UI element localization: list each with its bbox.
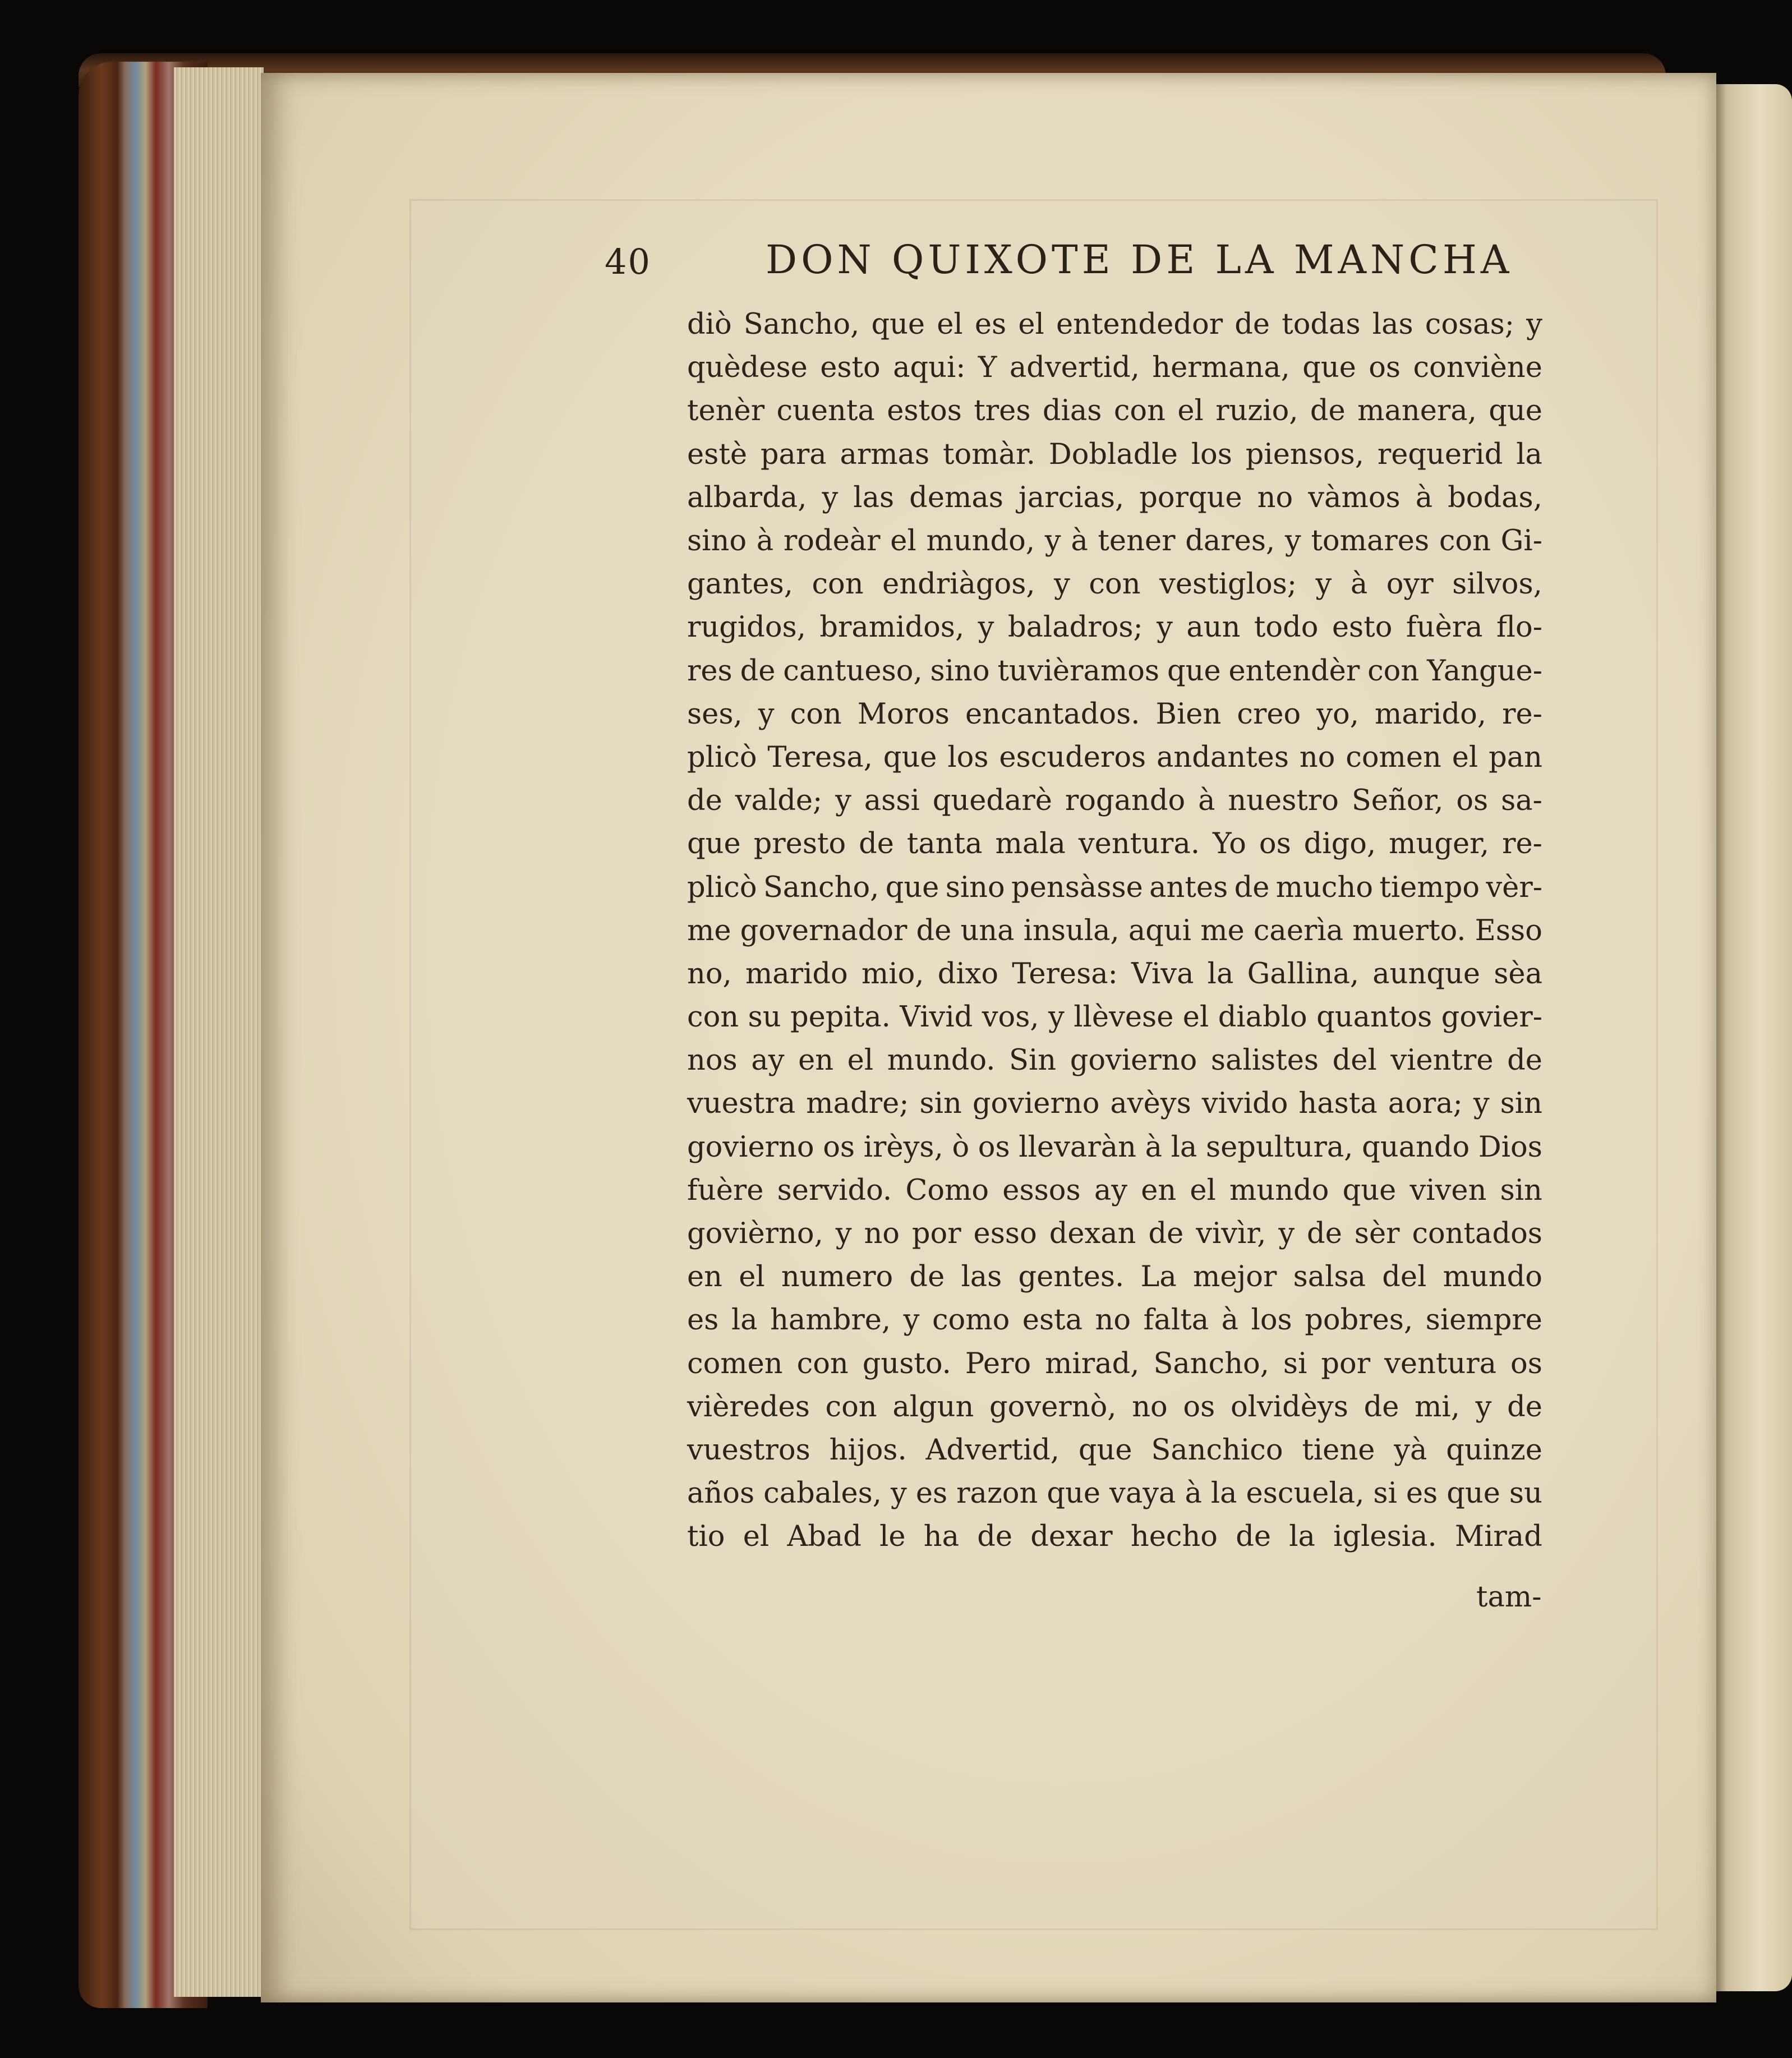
running-head: [0, 237, 1792, 292]
body-text: [687, 303, 1542, 1558]
facing-page-edge: [1711, 84, 1792, 1991]
text-line: me governador de una insula, aqui me caerìa muerto. Esso: [687, 914, 1542, 947]
text-line: govièrno, y no por esso dexan de vivìr, y de sèr contados: [687, 1217, 1542, 1251]
page-number: 40: [605, 241, 651, 282]
text-line: estè para armas tomàr. Dobladle los piensos, requerid la: [687, 438, 1542, 471]
text-line: ses, y con Moros encantados. Bien creo yo, marido, re-: [687, 697, 1542, 731]
text-line: vuestra madre; sin govierno avèys vivido hasta aora; y sin: [687, 1087, 1542, 1121]
text-line: tenèr cuenta estos tres dias con el ruzio, de manera, que: [687, 394, 1542, 428]
text-line: vuestros hijos. Advertid, que Sanchico tiene yà quinze: [687, 1433, 1542, 1467]
text-line: de valde; y assi quedarè rogando à nuestro Señor, os sa-: [687, 784, 1542, 818]
text-line: fuère servido. Como essos ay en el mundo que viven sin: [687, 1173, 1542, 1207]
text-line: no, marido mio, dixo Teresa: Viva la Gallina, aunque sèa: [687, 957, 1542, 991]
text-line: que presto de tanta mala ventura. Yo os digo, muger, re-: [687, 827, 1542, 861]
text-line: quèdese esto aqui: Y advertid, hermana, que os conviène: [687, 351, 1542, 385]
text-line: tio el Abad le ha de dexar hecho de la iglesia. Mirad: [687, 1520, 1542, 1554]
text-line: plicò Sancho, que sino pensàsse antes de mucho tiempo vèr-: [687, 871, 1542, 904]
text-line: vièredes con algun governò, no os olvidèys de mi, y de: [687, 1390, 1542, 1424]
text-line: diò Sancho, que el es el entendedor de todas las cosas; y: [687, 308, 1542, 342]
catchword: tam-: [1476, 1581, 1542, 1614]
text-line: plicò Teresa, que los escuderos andantes no comen el pan: [687, 740, 1542, 774]
text-line: sino à rodeàr el mundo, y à tener dares, y tomares con Gi-: [687, 524, 1542, 558]
page-edges: [174, 67, 264, 1997]
text-line: govierno os irèys, ò os llevaràn à la sepultura, quando Dios: [687, 1130, 1542, 1164]
text-line: en el numero de las gentes. La mejor salsa del mundo: [687, 1260, 1542, 1294]
running-title: DON QUIXOTE DE LA MANCHA: [766, 237, 1513, 283]
text-line: res de cantueso, sino tuvièramos que entendèr con Yangue-: [687, 654, 1542, 688]
text-line: nos ay en el mundo. Sin govierno salistes del vientre de: [687, 1044, 1542, 1078]
text-line: es la hambre, y como esta no falta à los pobres, siempre: [687, 1304, 1542, 1337]
text-line: albarda, y las demas jarcias, porque no vàmos à bodas,: [687, 481, 1542, 514]
text-line: años cabales, y es razon que vaya à la escuela, si es que su: [687, 1477, 1542, 1511]
text-line: comen con gusto. Pero mirad, Sancho, si por ventura os: [687, 1347, 1542, 1380]
text-line: con su pepita. Vivid vos, y llèvese el diablo quantos govier-: [687, 1001, 1542, 1034]
text-line: gantes, con endriàgos, y con vestiglos; y à oyr silvos,: [687, 568, 1542, 601]
text-line: rugidos, bramidos, y baladros; y aun todo esto fuèra flo-: [687, 611, 1542, 644]
